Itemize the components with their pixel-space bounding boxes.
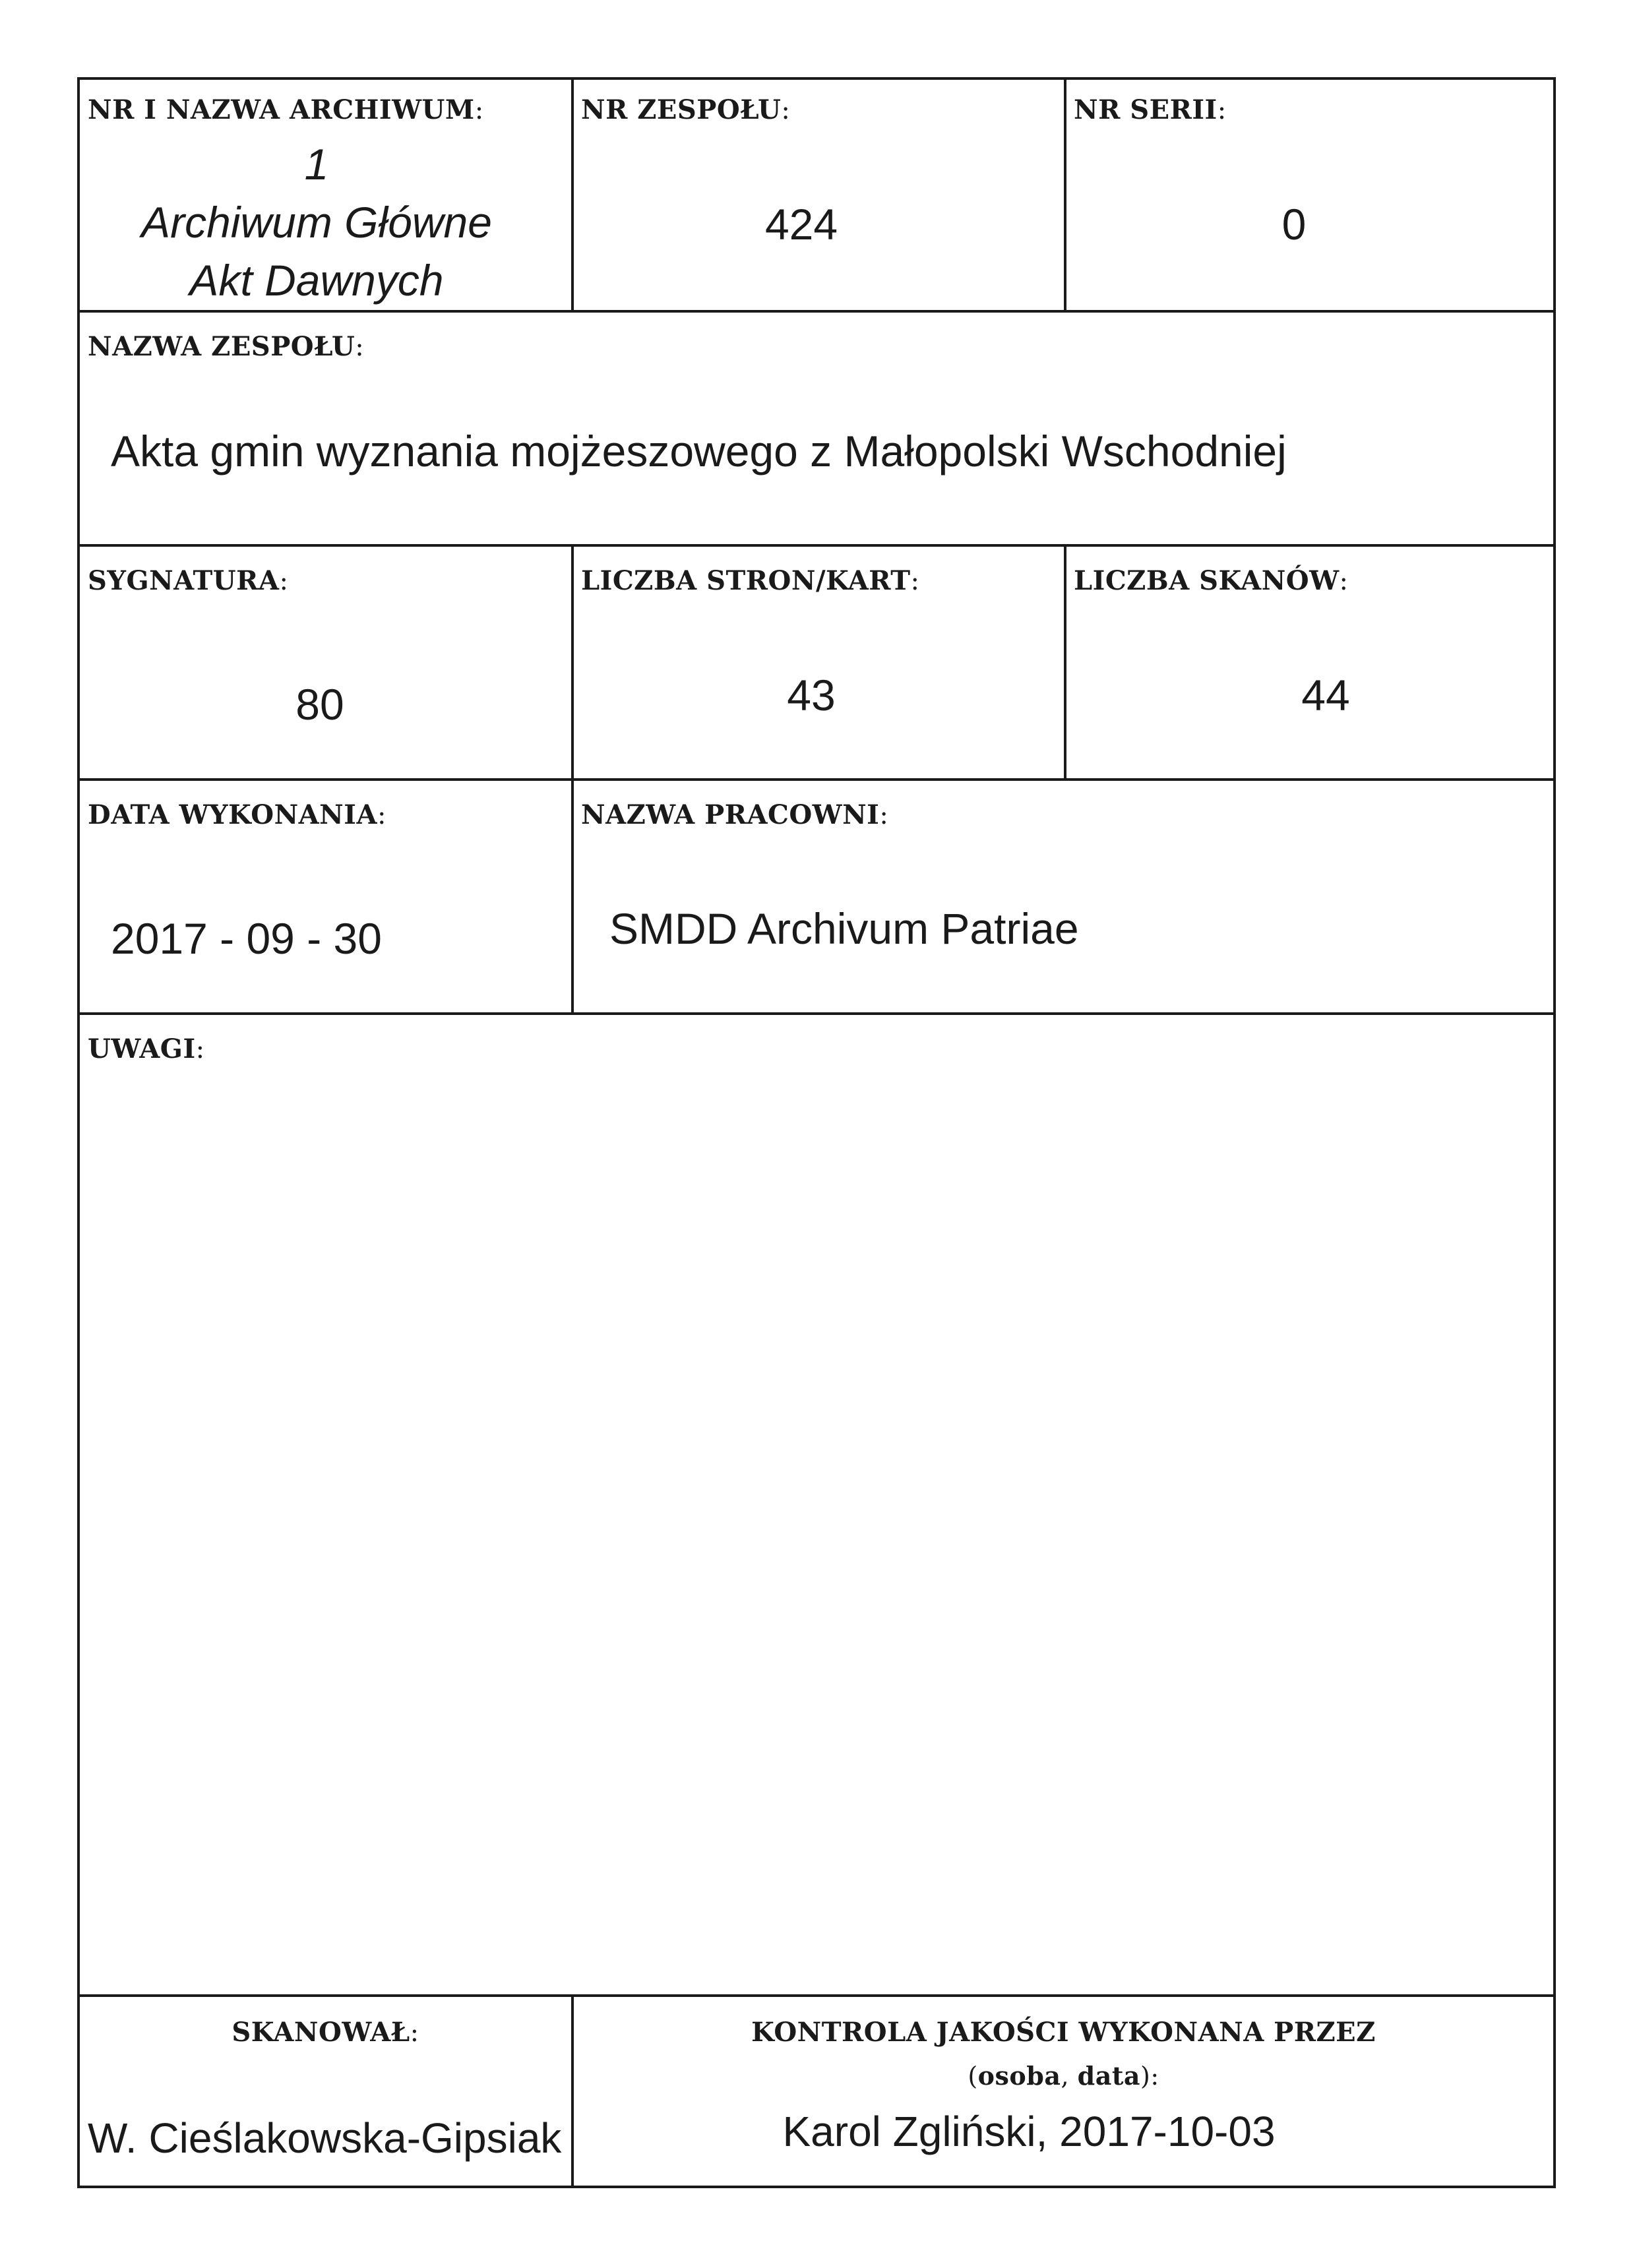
archive-number-value: 1 — [304, 140, 329, 189]
fonds-number-label-text: NR ZESPOŁU — [581, 94, 782, 125]
label-colon: : — [781, 95, 791, 125]
sublabel-close: ): — [1140, 2062, 1159, 2091]
sublabel-person: osoba — [977, 2061, 1061, 2091]
scan-count-label — [1074, 565, 1349, 596]
signature-label-text: SYGNATURA — [88, 565, 280, 596]
row-divider — [77, 544, 1556, 547]
row-divider — [77, 1994, 1556, 1997]
label-colon: : — [1339, 566, 1349, 596]
archive-number-label-text: NR I NAZWA ARCHIWUM — [88, 94, 475, 125]
row-divider — [77, 1012, 1556, 1015]
form-frame — [77, 77, 1556, 2188]
page-count-label — [581, 565, 920, 596]
fonds-name-label — [88, 331, 364, 362]
remarks-label-text: UWAGI — [88, 1033, 196, 1064]
execution-date-value: 2017 - 09 - 30 — [111, 914, 382, 963]
label-colon: : — [195, 1034, 205, 1064]
remarks-label — [88, 1033, 205, 1064]
row-divider — [77, 310, 1556, 313]
workshop-name-label — [581, 799, 888, 830]
execution-date-label-text: DATA WYKONANIA — [88, 799, 377, 830]
fonds-name-value: Akta gmin wyznania mojżeszowego z Małopolski Wschodniej — [111, 427, 1287, 475]
label-colon: : — [410, 2017, 419, 2048]
scanned-by-label-text: SKANOWAŁ — [231, 2017, 410, 2048]
series-number-label — [1074, 94, 1227, 125]
fonds-number-value: 424 — [764, 200, 838, 249]
fonds-number-label — [581, 94, 790, 125]
scanned-by-value: W. Cieślakowska-Gipsiak — [88, 2114, 562, 2162]
page-count-label-text: LICZBA STRON/KART — [581, 565, 911, 596]
row-divider — [77, 778, 1556, 781]
archive-name-line1: Archiwum Główne — [141, 198, 492, 247]
label-colon: : — [377, 800, 386, 830]
column-divider — [571, 77, 574, 311]
label-colon: : — [279, 566, 289, 596]
sublabel-separator: , — [1061, 2062, 1078, 2091]
quality-control-label-text: KONTROLA JAKOŚCI WYKONANA PRZEZ — [751, 2017, 1376, 2048]
fonds-name-label-text: NAZWA ZESPOŁU — [88, 331, 355, 362]
archive-number-label — [88, 94, 484, 125]
label-colon: : — [355, 332, 365, 362]
scan-count-label-text: LICZBA SKANÓW — [1074, 565, 1340, 596]
series-number-label-text: NR SERII — [1074, 94, 1218, 125]
column-divider — [1064, 544, 1066, 780]
quality-control-label — [574, 2017, 1553, 2048]
label-colon: : — [910, 566, 920, 596]
label-colon: : — [1217, 95, 1227, 125]
quality-control-value: Karol Zgliński, 2017-10-03 — [782, 2108, 1276, 2155]
series-number-value: 0 — [1281, 200, 1307, 249]
signature-value: 80 — [295, 680, 344, 729]
signature-label — [88, 565, 288, 596]
sublabel-date: data — [1077, 2061, 1140, 2091]
page-count-value: 43 — [787, 671, 836, 720]
column-divider — [571, 544, 574, 1015]
quality-control-sublabel — [574, 2061, 1553, 2091]
scan-count-value: 44 — [1301, 671, 1350, 720]
workshop-name-value: SMDD Archivum Patriae — [609, 904, 1079, 953]
archive-name-line2: Akt Dawnych — [189, 256, 444, 305]
workshop-name-label-text: NAZWA PRACOWNI — [581, 799, 880, 830]
execution-date-label — [88, 799, 386, 830]
sublabel-open: ( — [968, 2062, 978, 2091]
scanned-by-label — [80, 2017, 571, 2048]
column-divider — [1064, 77, 1066, 311]
label-colon: : — [879, 800, 889, 830]
label-colon: : — [474, 95, 484, 125]
